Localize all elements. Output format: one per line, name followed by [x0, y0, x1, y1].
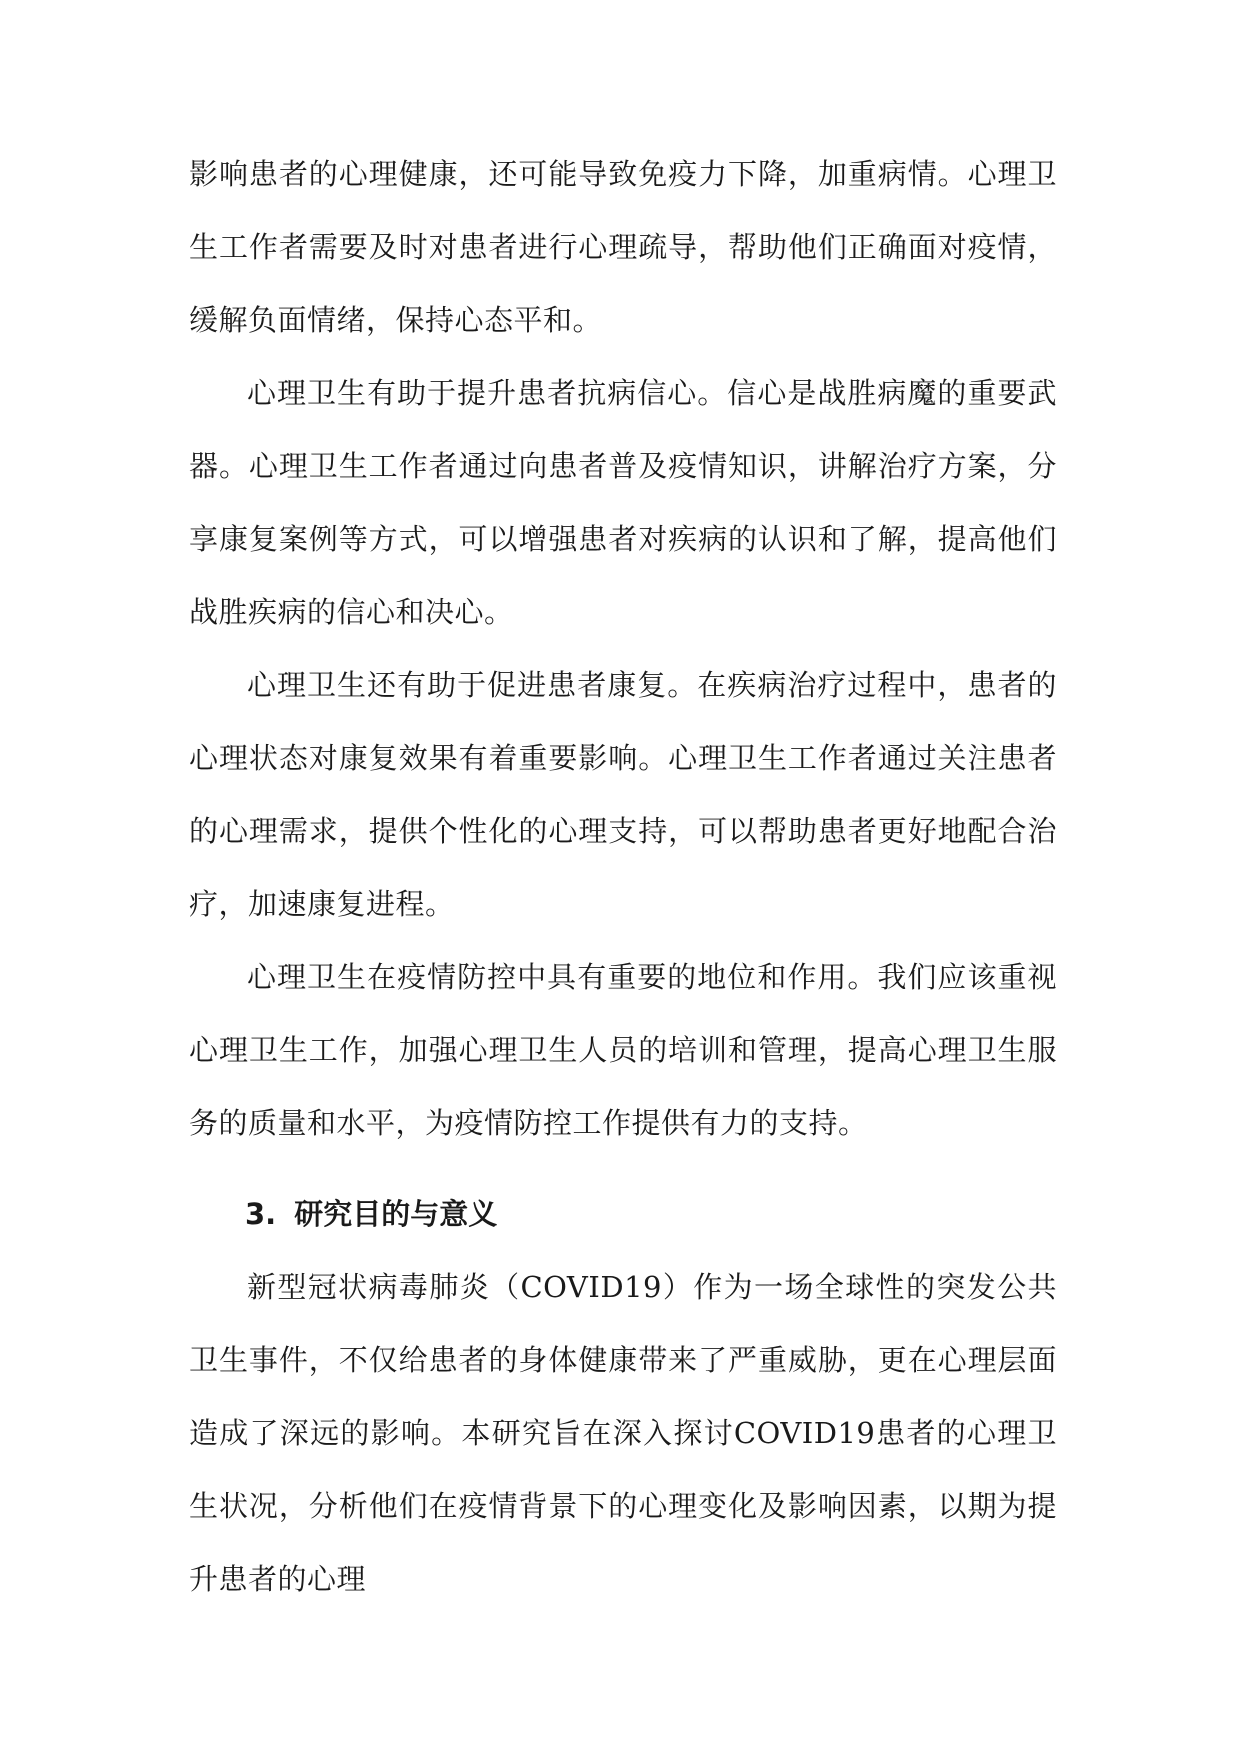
section-title: 研究目的与意义	[294, 1197, 498, 1231]
section-number: 3.	[245, 1197, 277, 1231]
paragraph-recovery: 心理卫生还有助于促进患者康复。在疾病治疗过程中，患者的心理状态对康复效果有着重要影响。心理卫生工作者通过关注患者的心理需求，提供个性化的心理支持，可以帮助患者更好地配合治疗，加速康复进程。	[189, 668, 1057, 921]
paragraph-continued: 影响患者的心理健康，还可能导致免疫力下降，加重病情。心理卫生工作者需要及时对患者进行心理疏导，帮助他们正确面对疫情，缓解负面情绪，保持心态平和。	[189, 157, 1057, 337]
document-page	[189, 138, 1057, 1616]
section-heading	[189, 1178, 1057, 1251]
paragraph-importance: 心理卫生在疫情防控中具有重要的地位和作用。我们应该重视心理卫生工作，加强心理卫生人员的培训和管理，提高心理卫生服务的质量和水平，为疫情防控工作提供有力的支持。	[189, 960, 1057, 1140]
paragraph-research-purpose: 新型冠状病毒肺炎（COVID19）作为一场全球性的突发公共卫生事件，不仅给患者的身体健康带来了严重威胁，更在心理层面造成了深远的影响。本研究旨在深入探讨COVID19患者的心理卫生状况，分析他们在疫情背景下的心理变化及影响因素，以期为提升患者的心理	[189, 1270, 1057, 1596]
paragraph-confidence: 心理卫生有助于提升患者抗病信心。信心是战胜病魔的重要武器。心理卫生工作者通过向患者普及疫情知识，讲解治疗方案，分享康复案例等方式，可以增强患者对疾病的认识和了解，提高他们战胜疾病的信心和决心。	[189, 376, 1057, 629]
